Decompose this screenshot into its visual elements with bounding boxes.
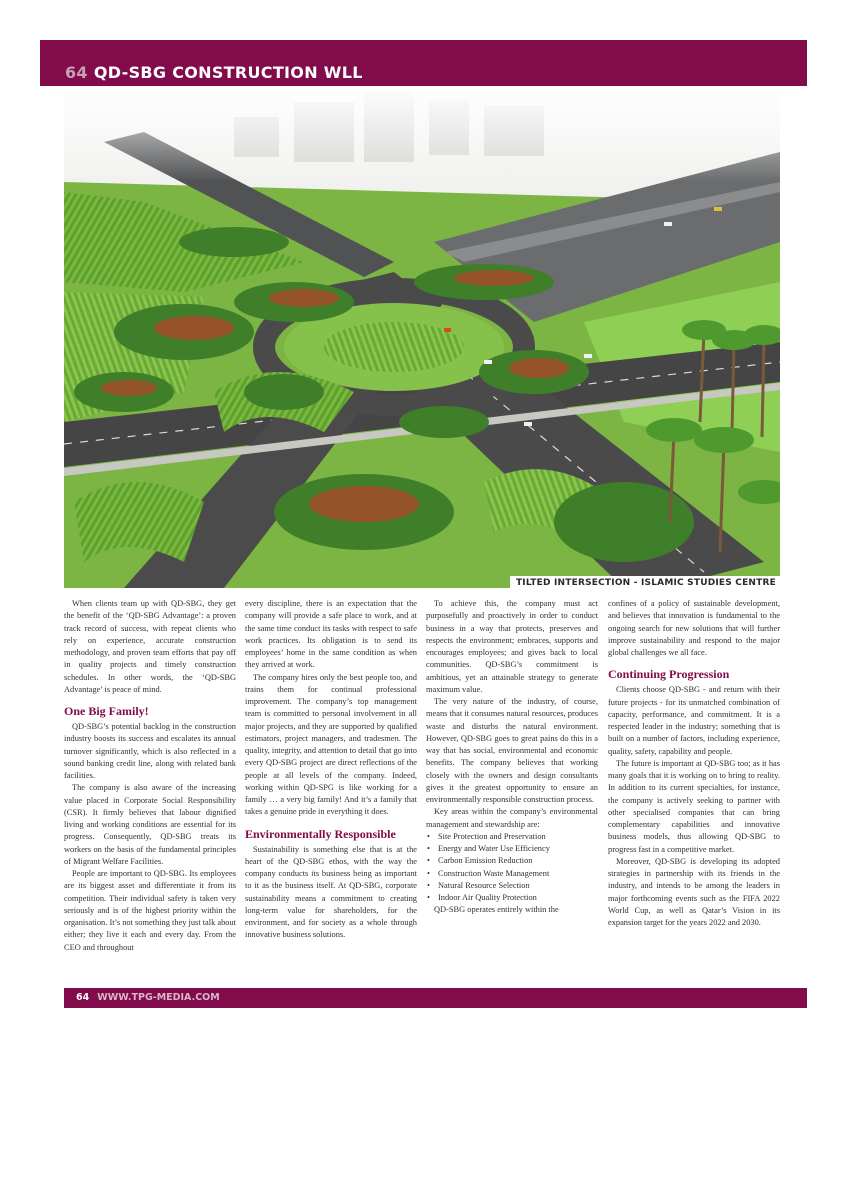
footer-page-number: 64	[76, 992, 90, 1003]
paragraph: Clients choose QD-SBG - and return with their future projects - for its unmatched combination of capacity, performance, and commitment. It is a respected leader in the industry; something that is built on a number of factors, including experience, quality, safety, capability and people.	[608, 685, 780, 756]
section-heading-one-big-family: One Big Family!	[64, 704, 149, 718]
paragraph: The company hires only the best people too, and trains them for continual professional improvement. The company’s top management team is committed to personal involvement in all major projects, and they are supported by qualified estimators, project managers, and tradesmen. The quality, integrity, and attention to detail that go into every QD-SBG project are direct reflections of the people at all levels of the company. Indeed, working within QD-SPG is like working for a family … a very big family! And it’s a family that takes a genuine pride in everything it does.	[245, 672, 417, 817]
footer-bar	[64, 988, 807, 1008]
paragraph: Key areas within the company’s environmental management and stewardship are:	[426, 807, 598, 829]
photo-caption: TILTED INTERSECTION - ISLAMIC STUDIES CENTRE	[510, 576, 780, 589]
paragraph: When clients team up with QD-SBG, they get the benefit of the ‘QD-SBG Advantage’: a proven track record of success, with repeat clients who rely on experience, accurate construction methodology, and proven team efforts that pay off in quality projects and timely construction schedules. In other words, the ‘QD-SBG Advantage’ is peace of mind.	[64, 599, 236, 694]
list-item: • Natural Resource Selection	[426, 880, 598, 892]
list-item: • Site Protection and Preservation	[426, 831, 598, 843]
section-heading-environmentally-responsible: Environmentally Responsible	[245, 826, 396, 841]
list-item: • Construction Waste Management	[426, 868, 598, 880]
list-item: • Indoor Air Quality Protection	[426, 892, 598, 904]
paragraph: The very nature of the industry, of course, means that it consumes natural resources, produces waste and disturbs the natural environment. However, QD-SBG goes to great pains do this in a way that has social, environmental and economic benefits. The company believes that working closely with the owners and design consultants gives it the greatest opportunity to ensure an environmentally responsible construction process.	[426, 697, 598, 804]
header-bar	[40, 40, 807, 86]
paragraph: The future is important at QD-SBG too; as it has many goals that it is working on to bring to reality. In addition to its current specialties, for instance, the company is actively seeking to partner with other specialised companies that can bring complementary capabilities and innovative business models, thus allowing QD-SBG to progress fast in a competitive market.	[608, 758, 780, 854]
text-column-3	[426, 598, 598, 917]
paragraph: QD-SBG operates entirely within the	[434, 905, 559, 915]
paragraph: People are important to QD-SBG. Its employees are its biggest asset and differentiate it from its competition. Their individual safety is taken very seriously and is of the highest priority within the organisation. It’s not something they just talk about either; they live it each and every day. From the CEO and throughout	[64, 869, 236, 952]
stewardship-list	[426, 831, 598, 905]
list-item: • Energy and Water Use Efficiency	[426, 843, 598, 855]
paragraph: Moreover, QD-SBG is developing its adopted strategies in partnership with its friends in the industry, and intends to be among the leaders in major forthcoming events such as the FIFA 2022 World Cup, as well as Qatar’s Vision in its expansion target for the years 2022 and 2030.	[608, 856, 780, 927]
text-column-2	[245, 598, 417, 942]
list-item: • Carbon Emission Reduction	[426, 855, 598, 867]
text-column-1	[64, 598, 236, 954]
header-company-name: QD-SBG CONSTRUCTION WLL	[93, 63, 363, 82]
paragraph: confines of a policy of sustainable development, and believes that innovation is fundamental to the ongoing search for new solutions that will further improve sustainability and respond to the major global challenges we all face.	[608, 599, 780, 657]
paragraph: QD-SBG’s potential backlog in the construction industry boosts its success and escalates its annual turnover significantly, which is also reflected in a sound banking credit line, along with related bank facilities.	[64, 722, 236, 780]
paragraph: Sustainability is something else that is at the heart of the QD-SBG ethos, with the way the company conducts its business being as important to it as the business itself. At QD-SBG, corporate sustainability means a commitment to creating long-term value for shareholders, for the environment, and for society as a whole through innovative business solutions.	[245, 844, 417, 940]
intersection-rendering-image	[64, 92, 780, 588]
footer-text	[76, 992, 220, 1003]
paragraph: To achieve this, the company must act purposefully and proactively in order to conduct business in a way that protects, preserves and respects the environment; embraces, supports and encourages employees; and gives back to local communities. QD-SBG’s commitment is ambitious, yet an attainable strategy to generate maximum value.	[426, 599, 598, 694]
footer-url-link[interactable]: WWW.TPG-MEDIA.COM	[97, 992, 220, 1003]
page-header-title	[65, 63, 363, 82]
paragraph: every discipline, there is an expectation that the company will provide a safe place to work, and at the same time conduct its tasks with respect to safe work practices. Its obligation is to send its employees’ home in the same condition as when they arrived at work.	[245, 599, 417, 670]
paragraph: The company is also aware of the increasing value placed in Corporate Social Responsibility (CSR). It firmly believes that labour dignified living and working conditions are essential for its progress. Consequently, QD-SBG treats its workers on the basis of the fundamental principles of Migrant Welfare Facilities.	[64, 783, 236, 866]
text-column-4	[608, 598, 780, 929]
header-page-number: 64	[65, 63, 88, 82]
section-heading-continuing-progression: Continuing Progression	[608, 667, 730, 682]
